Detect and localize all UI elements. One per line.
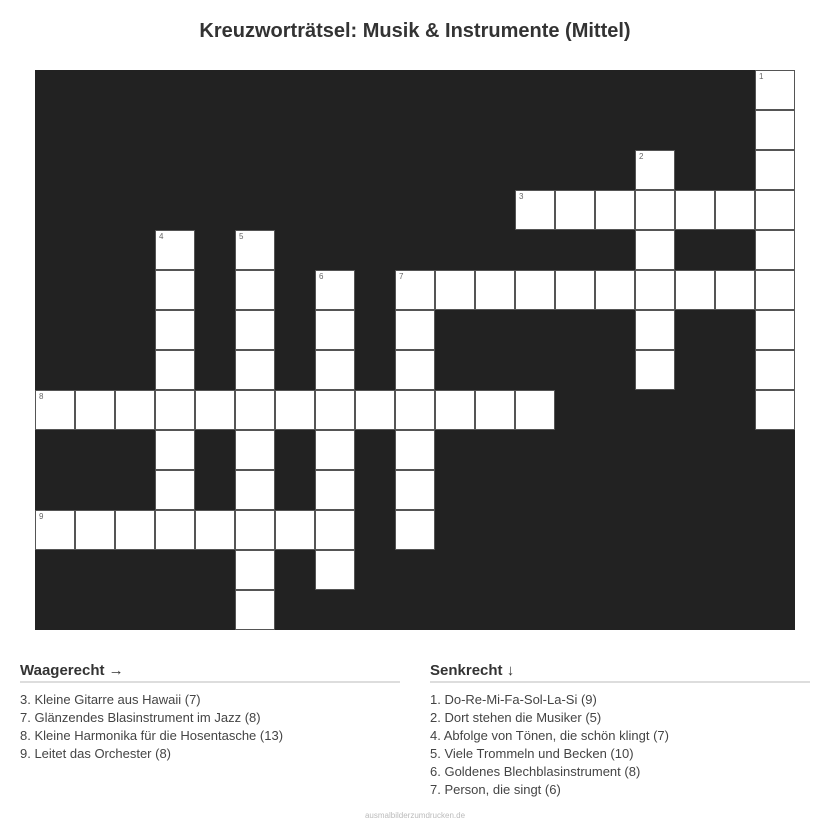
grid-cell[interactable] <box>515 390 555 430</box>
grid-cell[interactable] <box>395 470 435 510</box>
grid-cell[interactable] <box>235 510 275 550</box>
grid-cell[interactable] <box>155 470 195 510</box>
grid-cell[interactable] <box>595 270 635 310</box>
footer-credit: ausmalbilderzumdrucken.de <box>364 811 466 820</box>
clue-number: 7 <box>399 272 404 281</box>
grid-cell[interactable] <box>235 390 275 430</box>
clue-number: 8 <box>39 392 44 401</box>
clue-item: 2. Dort stehen die Musiker (5) <box>430 710 602 725</box>
grid-cell[interactable] <box>635 270 675 310</box>
grid-cell[interactable] <box>595 190 635 230</box>
grid-cell[interactable] <box>195 390 235 430</box>
grid-cell[interactable] <box>555 270 595 310</box>
clue-item: 6. Goldenes Blechblasinstrument (8) <box>430 764 641 779</box>
grid-cell[interactable] <box>155 310 195 350</box>
grid-cell[interactable] <box>315 470 355 510</box>
grid-cell[interactable] <box>635 190 675 230</box>
across-clues-section <box>20 662 400 763</box>
grid-cell[interactable] <box>435 390 475 430</box>
grid-cell[interactable] <box>435 270 475 310</box>
grid-cell[interactable] <box>115 390 155 430</box>
grid-cell[interactable] <box>555 190 595 230</box>
grid-cell[interactable] <box>275 390 315 430</box>
grid-cell[interactable] <box>755 230 795 270</box>
grid-cell[interactable] <box>75 510 115 550</box>
grid-cell[interactable] <box>395 390 435 430</box>
grid-cell[interactable] <box>755 70 795 110</box>
grid-cell[interactable] <box>235 550 275 590</box>
grid-cell[interactable] <box>395 310 435 350</box>
grid-cell[interactable] <box>155 510 195 550</box>
grid-cell[interactable] <box>475 390 515 430</box>
grid-cell[interactable] <box>235 270 275 310</box>
grid-cell[interactable] <box>235 590 275 630</box>
down-heading: Senkrecht ↓ <box>430 662 810 683</box>
grid-cell[interactable] <box>755 350 795 390</box>
grid-cell[interactable] <box>755 190 795 230</box>
grid-cell[interactable] <box>315 550 355 590</box>
grid-cell[interactable] <box>235 470 275 510</box>
grid-cell[interactable] <box>235 230 275 270</box>
clue-number: 1 <box>759 72 764 81</box>
grid-cell[interactable] <box>195 510 235 550</box>
clue-item: 7. Glänzendes Blasinstrument im Jazz (8) <box>20 710 261 725</box>
grid-cell[interactable] <box>115 510 155 550</box>
grid-cell[interactable] <box>315 270 355 310</box>
clue-number: 6 <box>319 272 324 281</box>
grid-cell[interactable] <box>315 390 355 430</box>
grid-cell[interactable] <box>715 270 755 310</box>
grid-cell[interactable] <box>315 310 355 350</box>
across-heading: Waagerecht → <box>20 662 400 683</box>
clue-item: 3. Kleine Gitarre aus Hawaii (7) <box>20 692 201 707</box>
clue-item: 5. Viele Trommeln und Becken (10) <box>430 746 634 761</box>
grid-cell[interactable] <box>315 510 355 550</box>
grid-cell[interactable] <box>635 150 675 190</box>
grid-cell[interactable] <box>235 350 275 390</box>
grid-cell[interactable] <box>755 150 795 190</box>
grid-cell[interactable] <box>155 350 195 390</box>
clue-number: 5 <box>239 232 244 241</box>
grid-cell[interactable] <box>675 270 715 310</box>
grid-cell[interactable] <box>635 350 675 390</box>
grid-cell[interactable] <box>395 270 435 310</box>
grid-cell[interactable] <box>275 510 315 550</box>
grid-cell[interactable] <box>75 390 115 430</box>
grid-cell[interactable] <box>315 350 355 390</box>
grid-cell[interactable] <box>35 510 75 550</box>
grid-cell[interactable] <box>675 190 715 230</box>
clue-number: 2 <box>639 152 644 161</box>
grid-cell[interactable] <box>475 270 515 310</box>
clue-number: 9 <box>39 512 44 521</box>
grid-cell[interactable] <box>235 430 275 470</box>
down-clues-section <box>430 662 810 799</box>
grid-cell[interactable] <box>355 390 395 430</box>
grid-cell[interactable] <box>635 310 675 350</box>
grid-cell[interactable] <box>515 190 555 230</box>
grid-cell[interactable] <box>235 310 275 350</box>
grid-cell[interactable] <box>755 390 795 430</box>
grid-cell[interactable] <box>395 430 435 470</box>
puzzle-title: Kreuzworträtsel: Musik & Instrumente (Mittel) <box>199 20 631 42</box>
grid-cell[interactable] <box>755 310 795 350</box>
clue-item: 1. Do-Re-Mi-Fa-Sol-La-Si (9) <box>430 692 597 707</box>
clue-item: 4. Abfolge von Tönen, die schön klingt (7) <box>430 728 669 743</box>
clue-number: 3 <box>519 192 524 201</box>
across-clue-list <box>20 691 400 763</box>
grid-cell[interactable] <box>155 430 195 470</box>
grid-cell[interactable] <box>715 190 755 230</box>
grid-cell[interactable] <box>755 110 795 150</box>
clue-number: 4 <box>159 232 164 241</box>
grid-cell[interactable] <box>315 430 355 470</box>
grid-cell[interactable] <box>395 510 435 550</box>
grid-cell[interactable] <box>755 270 795 310</box>
grid-cell[interactable] <box>635 230 675 270</box>
crossword-grid <box>35 70 795 630</box>
clue-item: 8. Kleine Harmonika für die Hosentasche (13) <box>20 728 284 743</box>
grid-cell[interactable] <box>155 390 195 430</box>
grid-cell[interactable] <box>515 270 555 310</box>
grid-cell[interactable] <box>395 350 435 390</box>
clue-item: 9. Leitet das Orchester (8) <box>20 746 172 761</box>
down-clue-list <box>430 691 810 799</box>
grid-cell[interactable] <box>155 270 195 310</box>
clue-item: 7. Person, die singt (6) <box>430 782 561 797</box>
grid-cell[interactable] <box>35 390 75 430</box>
grid-cell[interactable] <box>155 230 195 270</box>
